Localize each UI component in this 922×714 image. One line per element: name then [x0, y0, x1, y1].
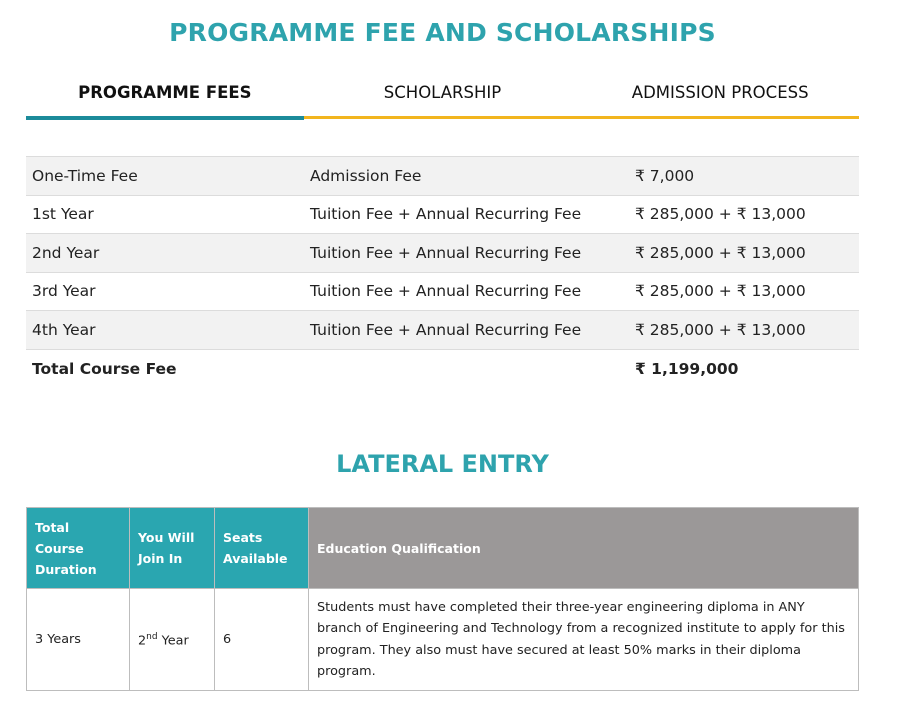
fee-amount: ₹ 285,000 + ₹ 13,000 [629, 195, 859, 234]
fee-period: 1st Year [26, 195, 304, 234]
fee-amount: ₹ 285,000 + ₹ 13,000 [629, 272, 859, 311]
fee-period: 2nd Year [26, 234, 304, 273]
fee-period: One-Time Fee [26, 157, 304, 196]
fee-amount: ₹ 285,000 + ₹ 13,000 [629, 311, 859, 350]
join-suffix: Year [157, 633, 189, 649]
header-join: You Will Join In [130, 508, 215, 589]
fee-amount: ₹ 7,000 [629, 157, 859, 196]
tab-programme-fees[interactable]: PROGRAMME FEES [26, 76, 304, 120]
tab-scholarship[interactable]: SCHOLARSHIP [304, 76, 582, 120]
tab-admission-process[interactable]: ADMISSION PROCESS [581, 76, 859, 120]
total-spacer [304, 349, 629, 388]
table-row [26, 272, 859, 311]
table-row [27, 589, 859, 691]
page-title: PROGRAMME FEE AND SCHOLARSHIPS [169, 18, 716, 47]
fee-amount: ₹ 285,000 + ₹ 13,000 [629, 234, 859, 273]
cell-duration: 3 Years [27, 589, 130, 691]
header-duration: Total Course Duration [27, 508, 130, 589]
header-seats: Seats Available [215, 508, 309, 589]
table-row [26, 157, 859, 196]
cell-join [130, 589, 215, 691]
fee-period: 4th Year [26, 311, 304, 350]
fee-table [26, 156, 859, 388]
fee-type: Tuition Fee + Annual Recurring Fee [304, 195, 629, 234]
total-amount: ₹ 1,199,000 [629, 349, 859, 388]
lateral-header-row [27, 508, 859, 589]
fee-tabs [26, 76, 859, 120]
table-row [26, 311, 859, 350]
join-ordinal: nd [146, 632, 158, 643]
cell-seats: 6 [215, 589, 309, 691]
join-number: 2 [138, 633, 147, 649]
total-label: Total Course Fee [26, 349, 304, 388]
header-qualification: Education Qualification [309, 508, 859, 589]
fee-type: Admission Fee [304, 157, 629, 196]
table-row [26, 234, 859, 273]
lateral-entry-title: LATERAL ENTRY [336, 450, 549, 478]
cell-qualification: Students must have completed their three-year engineering diploma in ANY branch of Engineering and Technology from a recognized institute to apply for this program. They also must have secured at least 50% marks in their diploma program. [309, 589, 859, 691]
fee-type: Tuition Fee + Annual Recurring Fee [304, 311, 629, 350]
lateral-entry-table [26, 507, 859, 691]
fee-period: 3rd Year [26, 272, 304, 311]
fee-type: Tuition Fee + Annual Recurring Fee [304, 234, 629, 273]
table-row [26, 195, 859, 234]
fee-type: Tuition Fee + Annual Recurring Fee [304, 272, 629, 311]
total-row [26, 349, 859, 388]
